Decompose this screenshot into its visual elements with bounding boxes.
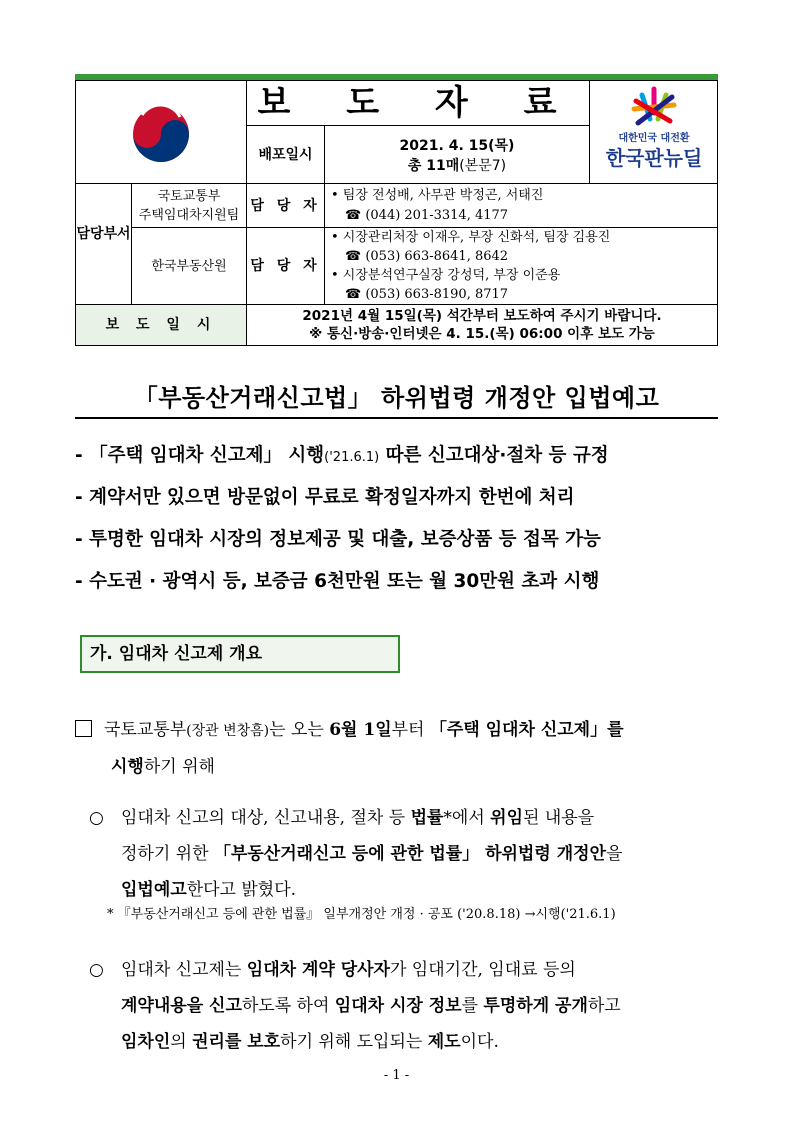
p1-text: (장관 변창흠) (186, 723, 270, 739)
p3-bold: 권리를 보호 (192, 1032, 281, 1052)
section-heading: 가. 임대차 신고제 개요 (80, 635, 400, 673)
release-info (325, 126, 590, 184)
contact-label-2: 담 당 자 (247, 228, 325, 305)
p1-text: 하기 위해 (143, 757, 215, 777)
circle-bullet-icon: ○ (89, 808, 104, 828)
government-emblem-icon (76, 81, 247, 184)
p2-text: 된 내용을 (523, 808, 595, 828)
summary-bullet (75, 440, 725, 482)
p1-text: 부터 (391, 720, 430, 740)
summary-bullets (75, 440, 725, 608)
summary-bullet: - 계약서만 있으면 방문없이 무료로 확정일자까지 한번에 처리 (75, 487, 575, 508)
embargo-line-2: ※ 통신·방송·인터넷은 4. 15.(목) 06:00 이후 보도 가능 (309, 326, 655, 342)
p3-bold: 투명하게 공개 (483, 996, 588, 1016)
p2-text: 을 (605, 844, 623, 864)
embargo-label: 보 도 일 시 (76, 305, 247, 345)
bullet1-date: ('21.6.1) (324, 450, 380, 465)
dept-label: 담당부서 (76, 184, 132, 305)
p2-bold: 법률 (410, 808, 444, 828)
new-deal-logo-icon (590, 81, 717, 184)
release-date: 2021. 4. 15(목) (399, 138, 515, 154)
summary-bullet: - 투명한 임대차 시장의 정보제공 및 대출, 보증상품 등 접목 가능 (75, 529, 601, 550)
circle-bullet-icon: ○ (89, 960, 104, 980)
press-release-title: 보 도 자 료 (247, 81, 590, 126)
p3-text: 를 (461, 996, 484, 1016)
contact2-phone-b: ☎ (053) 663-8190, 8717 (345, 287, 509, 302)
contact1-phone: ☎ (044) 201-3314, 4177 (345, 208, 509, 223)
contact1-names: • 팀장 전성배, 사무관 박정곤, 서태진 (331, 188, 544, 203)
org1-team: 주택임대차지원팀 (138, 208, 240, 223)
p1-bold: 6월 1일 (329, 720, 392, 740)
summary-bullet: - 수도권 · 광역시 등, 보증금 6천만원 또는 월 30만원 초과 시행 (75, 571, 600, 592)
p3-text: 의 (170, 1032, 193, 1052)
p3-text: 하고 (587, 996, 621, 1016)
brand-main-text: 한국판뉴딜 (605, 146, 703, 170)
embargo-line-1: 2021년 4월 15일(목) 석간부터 보도하여 주시기 바랍니다. (302, 308, 662, 324)
government-emblem-cell (76, 81, 247, 184)
bullet1-post: 따른 신고대상·절차 등 규정 (379, 445, 609, 466)
embargo-info (247, 305, 717, 345)
p3-text: 하도록 하여 (241, 996, 335, 1016)
p1-bold: 「주택 임대차 신고제」를 (429, 720, 624, 740)
p2-bold: 「부동산거래신고 등에 관한 법률」 하위법령 개정안 (213, 844, 606, 864)
p2-bold: 위임 (490, 808, 524, 828)
p3-text: 가 임대기간, 임대료 등의 (389, 960, 576, 980)
contact-info-1 (325, 184, 717, 228)
org-reb: 한국부동산원 (132, 228, 247, 305)
release-pages-body: (본문7) (459, 158, 507, 174)
press-release-header (75, 80, 718, 346)
p3-bold: 임대차 계약 당사자 (246, 960, 390, 980)
p3-bold: 제도 (427, 1032, 461, 1052)
footnote: * 『부동산거래신고 등에 관한 법률』 일부개정안 개정 · 공포 ('20.8.18) →시행('21.6.1) (107, 907, 616, 922)
p3-bold: 임차인 (121, 1032, 171, 1052)
bullet1-pre: - 「주택 임대차 신고제」 시행 (75, 445, 325, 466)
paragraph-2 (75, 800, 725, 908)
release-pages-count: 총 11매 (407, 158, 460, 174)
contact2-names-b: • 시장분석연구실장 강성덕, 부장 이준용 (331, 268, 561, 283)
release-pages (325, 156, 589, 176)
contact2-names-a: • 시장관리처장 이재우, 부장 신화석, 팀장 김용진 (331, 230, 611, 245)
release-label: 배포일시 (247, 126, 325, 184)
p2-text: 정하기 위한 (121, 844, 214, 864)
p2-text: 한다고 밝혔다. (186, 880, 297, 900)
p1-bold: 시행 (111, 757, 144, 777)
document-title: 「부동산거래신고법」 하위법령 개정안 입법예고 (133, 384, 660, 412)
contact2-phone-a: ☎ (053) 663-8641, 8642 (345, 249, 509, 264)
org1-name: 국토교통부 (157, 189, 221, 204)
p3-text: 하기 위해 도입되는 (280, 1032, 428, 1052)
p3-bold: 임대차 시장 정보 (334, 996, 462, 1016)
paragraph-3 (75, 952, 725, 1060)
page-number: - 1 - (383, 1068, 410, 1083)
org-molit (132, 184, 247, 228)
p2-bold: 입법예고 (121, 880, 187, 900)
p3-bold: 계약내용을 신고 (121, 996, 242, 1016)
title-underline (75, 417, 718, 419)
p3-text: 이다. (460, 1032, 499, 1052)
paragraph-1 (75, 712, 725, 785)
p2-text: *에서 (443, 808, 491, 828)
brand-top-text: 대한민국 대전환 (618, 133, 690, 144)
contact-info-2 (325, 228, 717, 305)
p3-text: 임대차 신고제는 (121, 960, 247, 980)
p1-text: 는 오는 (269, 720, 330, 740)
korean-new-deal-brand (590, 81, 717, 184)
contact-label-1: 담 당 자 (247, 184, 325, 228)
square-bullet-icon (75, 720, 92, 737)
p2-text: 임대차 신고의 대상, 신고내용, 절차 등 (121, 808, 411, 828)
p1-text: 국토교통부 (104, 720, 187, 740)
